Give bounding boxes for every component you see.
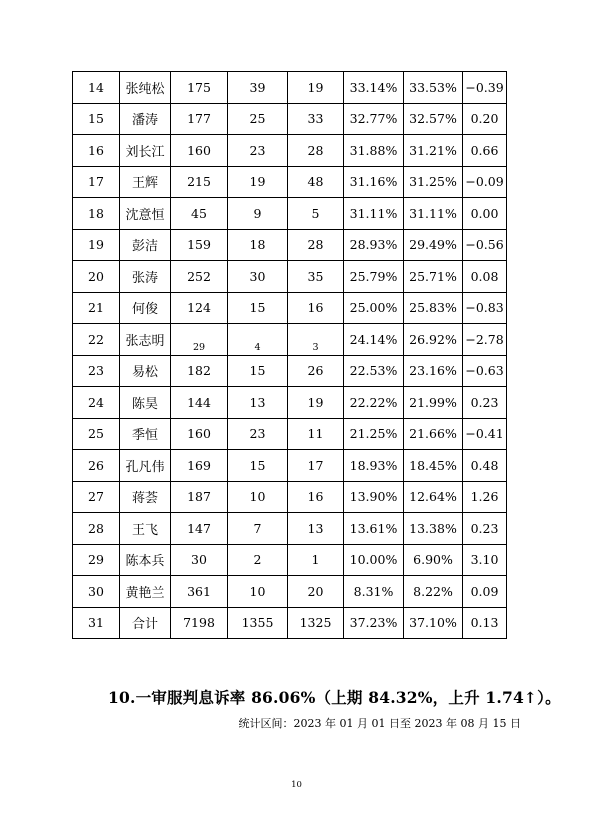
row-number-cell: 21 [73, 292, 120, 324]
data-table [72, 71, 507, 639]
previous-rate-cell: 8.22% [404, 576, 463, 608]
name-cell: 张涛 [120, 261, 171, 293]
previous-rate-cell: 13.38% [404, 513, 463, 545]
row-number-cell: 19 [73, 229, 120, 261]
table-row [73, 355, 507, 387]
count-c-cell: 19 [288, 72, 344, 104]
count-c-cell: 1 [288, 544, 344, 576]
rate-cell: 31.88% [344, 135, 404, 167]
count-c-cell: 35 [288, 261, 344, 293]
count-b-cell: 30 [228, 261, 288, 293]
count-c-cell: 17 [288, 450, 344, 482]
row-number-cell: 30 [73, 576, 120, 608]
rate-cell: 24.14% [344, 324, 404, 356]
rate-cell: 37.23% [344, 607, 404, 639]
count-b-cell: 1355 [228, 607, 288, 639]
count-c-cell: 26 [288, 355, 344, 387]
total-count-cell: 361 [171, 576, 228, 608]
previous-rate-cell: 31.25% [404, 166, 463, 198]
row-number-cell: 31 [73, 607, 120, 639]
total-count-cell: 169 [171, 450, 228, 482]
count-c-cell: 48 [288, 166, 344, 198]
change-cell: −0.41 [463, 418, 507, 450]
summary-line: 10.一审服判息诉率 86.06%（上期 84.32%，上升 1.74↑）。 [108, 688, 561, 707]
change-cell: −2.78 [463, 324, 507, 356]
rate-cell: 28.93% [344, 229, 404, 261]
name-cell: 潘涛 [120, 103, 171, 135]
change-cell: 0.13 [463, 607, 507, 639]
count-c-cell: 33 [288, 103, 344, 135]
count-b-cell: 18 [228, 229, 288, 261]
row-number-cell: 25 [73, 418, 120, 450]
table-row [73, 261, 507, 293]
total-count-cell: 187 [171, 481, 228, 513]
table-row [73, 418, 507, 450]
count-c-cell: 19 [288, 387, 344, 419]
total-count-cell: 182 [171, 355, 228, 387]
rate-cell: 10.00% [344, 544, 404, 576]
change-cell: 0.48 [463, 450, 507, 482]
count-c-cell: 3 [288, 324, 344, 356]
previous-rate-cell: 6.90% [404, 544, 463, 576]
previous-rate-cell: 23.16% [404, 355, 463, 387]
total-count-cell: 29 [171, 324, 228, 356]
previous-rate-cell: 33.53% [404, 72, 463, 104]
table-row [73, 324, 507, 356]
count-c-cell: 1325 [288, 607, 344, 639]
rate-cell: 22.53% [344, 355, 404, 387]
table-row [73, 481, 507, 513]
table-row [73, 72, 507, 104]
rate-cell: 31.16% [344, 166, 404, 198]
previous-rate-cell: 25.71% [404, 261, 463, 293]
change-cell: 1.26 [463, 481, 507, 513]
count-c-cell: 16 [288, 292, 344, 324]
count-b-cell: 2 [228, 544, 288, 576]
table-row [73, 292, 507, 324]
change-cell: 0.20 [463, 103, 507, 135]
change-cell: 0.09 [463, 576, 507, 608]
previous-rate-cell: 37.10% [404, 607, 463, 639]
page-number: 10 [291, 780, 302, 790]
change-cell: −0.56 [463, 229, 507, 261]
name-cell: 陈本兵 [120, 544, 171, 576]
count-b-cell: 7 [228, 513, 288, 545]
previous-rate-cell: 21.66% [404, 418, 463, 450]
table-row [73, 576, 507, 608]
name-cell: 季恒 [120, 418, 171, 450]
table-row [73, 544, 507, 576]
table-row [73, 450, 507, 482]
change-cell: 0.00 [463, 198, 507, 230]
previous-rate-cell: 26.92% [404, 324, 463, 356]
table-row [73, 166, 507, 198]
change-cell: −0.39 [463, 72, 507, 104]
change-cell: 0.08 [463, 261, 507, 293]
rate-cell: 31.11% [344, 198, 404, 230]
count-c-cell: 28 [288, 229, 344, 261]
change-cell: −0.09 [463, 166, 507, 198]
total-count-cell: 30 [171, 544, 228, 576]
change-cell: 0.23 [463, 513, 507, 545]
name-cell: 张纯松 [120, 72, 171, 104]
row-number-cell: 24 [73, 387, 120, 419]
total-count-cell: 147 [171, 513, 228, 545]
table-body [73, 72, 507, 639]
total-count-cell: 159 [171, 229, 228, 261]
total-count-cell: 124 [171, 292, 228, 324]
previous-rate-cell: 18.45% [404, 450, 463, 482]
row-number-cell: 26 [73, 450, 120, 482]
rate-cell: 25.79% [344, 261, 404, 293]
count-b-cell: 15 [228, 292, 288, 324]
table-row [73, 198, 507, 230]
row-number-cell: 15 [73, 103, 120, 135]
row-number-cell: 20 [73, 261, 120, 293]
name-cell: 沈意恒 [120, 198, 171, 230]
table-row [73, 387, 507, 419]
rate-cell: 21.25% [344, 418, 404, 450]
count-c-cell: 28 [288, 135, 344, 167]
row-number-cell: 14 [73, 72, 120, 104]
table-row [73, 607, 507, 639]
name-cell: 王辉 [120, 166, 171, 198]
count-b-cell: 9 [228, 198, 288, 230]
name-cell: 陈昊 [120, 387, 171, 419]
count-c-cell: 5 [288, 198, 344, 230]
row-number-cell: 17 [73, 166, 120, 198]
table-row [73, 513, 507, 545]
change-cell: −0.83 [463, 292, 507, 324]
count-b-cell: 10 [228, 481, 288, 513]
count-b-cell: 23 [228, 135, 288, 167]
change-cell: 0.66 [463, 135, 507, 167]
total-count-cell: 160 [171, 135, 228, 167]
row-number-cell: 29 [73, 544, 120, 576]
previous-rate-cell: 21.99% [404, 387, 463, 419]
rate-cell: 33.14% [344, 72, 404, 104]
rate-cell: 13.61% [344, 513, 404, 545]
name-cell: 孔凡伟 [120, 450, 171, 482]
count-b-cell: 13 [228, 387, 288, 419]
previous-rate-cell: 12.64% [404, 481, 463, 513]
total-count-cell: 7198 [171, 607, 228, 639]
count-b-cell: 23 [228, 418, 288, 450]
count-c-cell: 11 [288, 418, 344, 450]
total-count-cell: 160 [171, 418, 228, 450]
name-cell: 何俊 [120, 292, 171, 324]
previous-rate-cell: 31.21% [404, 135, 463, 167]
row-number-cell: 23 [73, 355, 120, 387]
change-cell: 3.10 [463, 544, 507, 576]
rate-cell: 25.00% [344, 292, 404, 324]
change-cell: −0.63 [463, 355, 507, 387]
change-cell: 0.23 [463, 387, 507, 419]
rate-cell: 8.31% [344, 576, 404, 608]
total-count-cell: 175 [171, 72, 228, 104]
name-cell: 彭洁 [120, 229, 171, 261]
previous-rate-cell: 32.57% [404, 103, 463, 135]
count-b-cell: 39 [228, 72, 288, 104]
total-count-cell: 177 [171, 103, 228, 135]
count-b-cell: 4 [228, 324, 288, 356]
previous-rate-cell: 29.49% [404, 229, 463, 261]
count-b-cell: 15 [228, 450, 288, 482]
previous-rate-cell: 25.83% [404, 292, 463, 324]
name-cell: 王飞 [120, 513, 171, 545]
row-number-cell: 16 [73, 135, 120, 167]
name-cell: 蒋荟 [120, 481, 171, 513]
name-cell: 刘长江 [120, 135, 171, 167]
count-b-cell: 10 [228, 576, 288, 608]
rate-cell: 18.93% [344, 450, 404, 482]
total-count-cell: 215 [171, 166, 228, 198]
table-row [73, 229, 507, 261]
count-b-cell: 15 [228, 355, 288, 387]
name-cell: 张志明 [120, 324, 171, 356]
row-number-cell: 18 [73, 198, 120, 230]
total-count-cell: 252 [171, 261, 228, 293]
count-b-cell: 25 [228, 103, 288, 135]
row-number-cell: 28 [73, 513, 120, 545]
count-b-cell: 19 [228, 166, 288, 198]
stat-range-note: 统计区间：2023 年 01 月 01 日至 2023 年 08 月 15 日 [238, 717, 521, 730]
count-c-cell: 13 [288, 513, 344, 545]
rate-cell: 13.90% [344, 481, 404, 513]
rate-cell: 22.22% [344, 387, 404, 419]
rate-cell: 32.77% [344, 103, 404, 135]
row-number-cell: 27 [73, 481, 120, 513]
total-count-cell: 144 [171, 387, 228, 419]
name-cell: 易松 [120, 355, 171, 387]
count-c-cell: 16 [288, 481, 344, 513]
previous-rate-cell: 31.11% [404, 198, 463, 230]
count-c-cell: 20 [288, 576, 344, 608]
row-number-cell: 22 [73, 324, 120, 356]
name-cell: 合计 [120, 607, 171, 639]
name-cell: 黄艳兰 [120, 576, 171, 608]
total-count-cell: 45 [171, 198, 228, 230]
table-row [73, 103, 507, 135]
table-row [73, 135, 507, 167]
